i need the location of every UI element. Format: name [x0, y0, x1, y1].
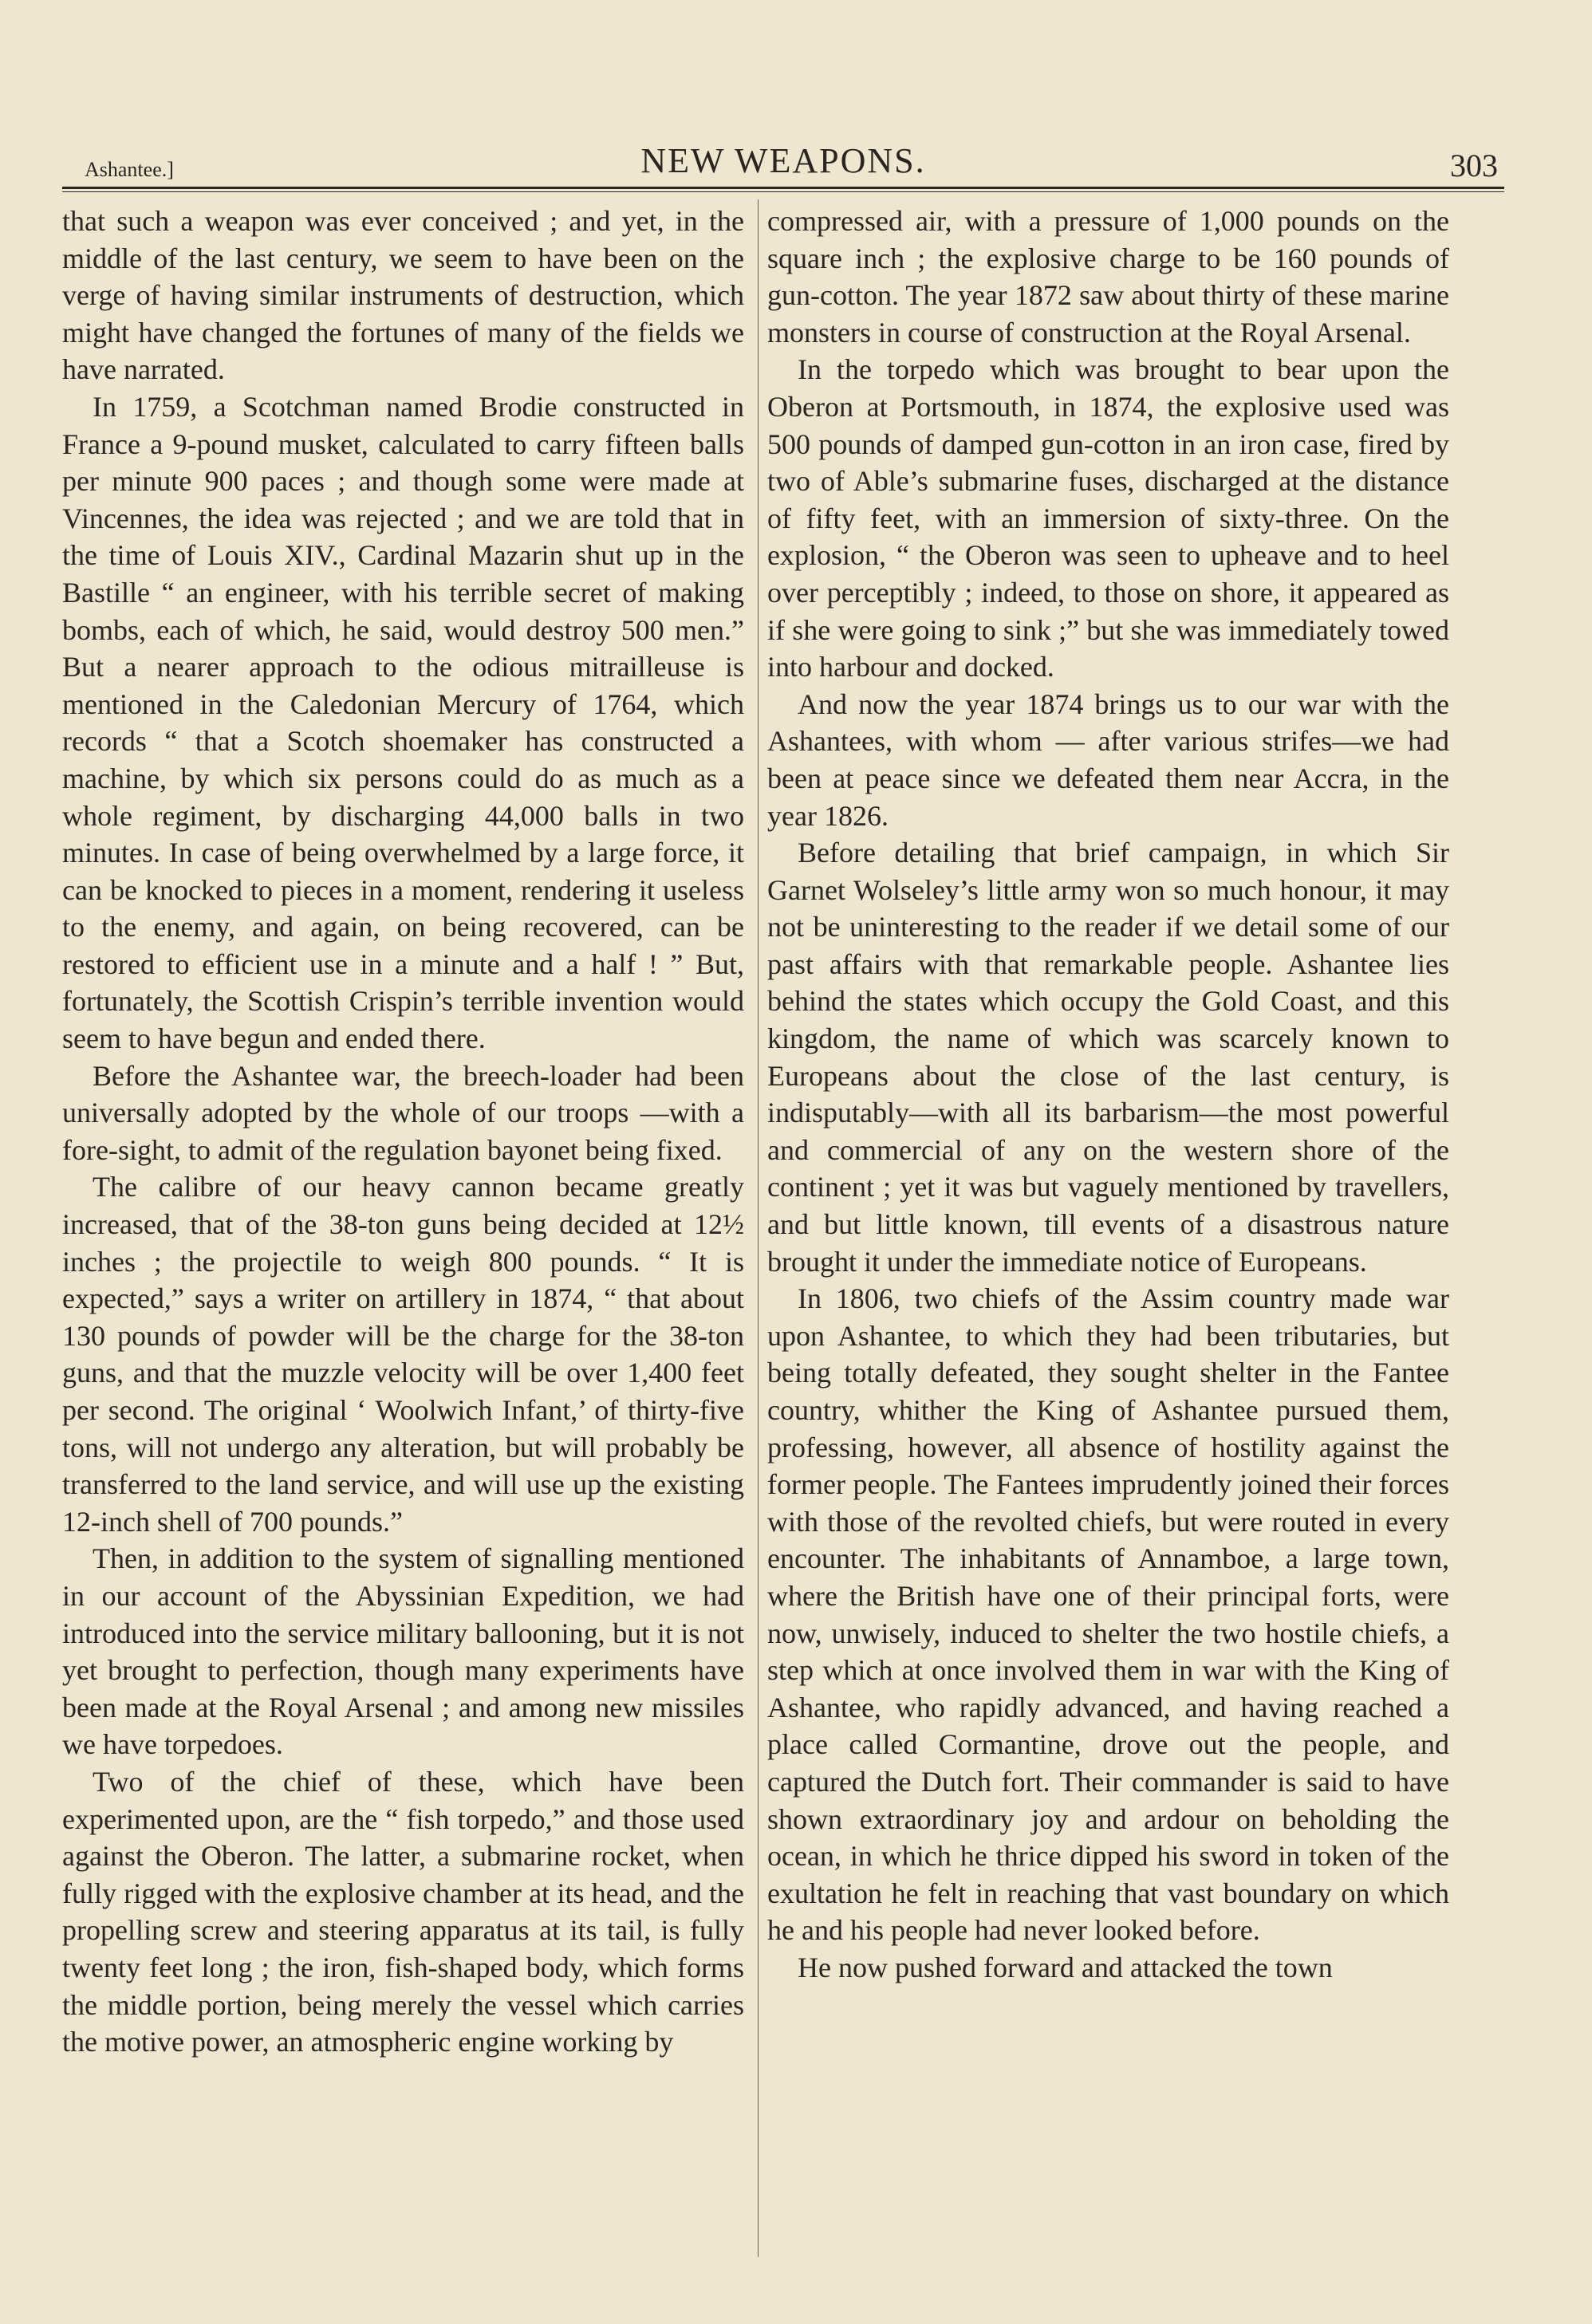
paragraph: And now the year 1874 brings us to our war with the Ashantees, with whom — after various strifes—we had been at peace since we defeated them near Accra, in the year 1826. [767, 687, 1449, 832]
column-divider [758, 199, 759, 2257]
right-column [767, 203, 1449, 2276]
paragraph: The calibre of our heavy cannon became greatly increased, that of the 38-ton guns being decided at 12½ inches ; the projectile to weigh 800 pounds. “ It is expected,” says a writer on artillery in 1874, “ that about 130 pounds of powder will be the charge for the 38-ton guns, and that the muzzle velocity will be over 1,400 feet per second. The original ‘ Woolwich Infant,’ of thirty-five tons, will not undergo any alteration, but will probably be transferred to the land service, and will use up the existing 12-inch shell of 700 pounds.” [62, 1171, 744, 1538]
paragraph: In the torpedo which was brought to bear upon the Oberon at Portsmouth, in 1874, the explosive used was 500 pounds of damped gun-cotton in an iron case, fired by two of Able’s submarine fuses, discharged at the distance of fifty feet, with an immersion of sixty-three. On the explosion, “ the Oberon was seen to upheave and to heel over perceptibly ; indeed, to those on shore, it appeared as if she were going to sink ;” but she was immediately towed into harbour and docked. [767, 353, 1449, 683]
paragraph: Then, in addition to the system of signalling mentioned in our account of the Abyssinian Expedition, we had introduced into the service military ballooning, but it is not yet brought to perfection, though many experiments have been made at the Royal Arsenal ; and among new missiles we have torpedoes. [62, 1542, 744, 1761]
page-number: 303 [1450, 148, 1498, 183]
paragraph: He now pushed forward and attacked the town [798, 1951, 1333, 1983]
paragraph: Before the Ashantee war, the breech-loader had been universally adopted by the whole of our troops —with a fore-sight, to admit of the regulation bayonet being fixed. [62, 1059, 744, 1166]
paragraph: In 1759, a Scotchman named Brodie constructed in France a 9-pound musket, calculated to carry fifteen balls per minute 900 paces ; and though some were made at Vincennes, the idea was rejected ; and we are told that in the time of Louis XIV., Cardinal Mazarin shut up in the Bastille “ an engineer, with his terrible secret of making bombs, each of which, he said, would destroy 500 men.” But a nearer approach to the odious mitrailleuse is mentioned in the Caledonian Mercury of 1764, which records “ that a Scotch shoemaker has constructed a machine, by which six persons could do as much as a whole regiment, by discharging 44,000 balls in two minutes. In case of being overwhelmed by a large force, it can be knocked to pieces in a moment, rendering it useless to the enemy, and again, on being recovered, can be restored to efficient use in a minute and a half ! ” But, fortunately, the Scottish Crispin’s terrible invention would seem to have begun and ended there. [62, 390, 744, 1055]
left-column [62, 203, 744, 2276]
paragraph: Two of the chief of these, which have been experimented upon, are the “ fish torpedo,” and those used against the Oberon. The latter, a submarine rocket, when fully rigged with the explosive chamber at its head, and the propelling screw and steering apparatus at its tail, is fully twenty feet long ; the iron, fish-shaped body, which forms the middle portion, being merely the vessel which carries the motive power, an atmospheric engine working by [62, 1765, 744, 2058]
header-rule [62, 187, 1504, 189]
paragraph: compressed air, with a pressure of 1,000 pounds on the square inch ; the explosive charge to be 160 pounds of gun-cotton. The year 1872 saw about thirty of these marine monsters in course of construction at the Royal Arsenal. [767, 205, 1449, 349]
paragraph: that such a weapon was ever conceived ; and yet, in the middle of the last century, we seem to have been on the verge of having similar instruments of destruction, which might have changed the fortunes of many of the fields we have narrated. [62, 205, 744, 386]
running-head-left: Ashantee.] [85, 158, 174, 181]
paragraph: Before detailing that brief campaign, in which Sir Garnet Wolseley’s little army won so much honour, it may not be uninteresting to the reader if we detail some of our past affairs with that remarkable people. Ashantee lies behind the states which occupy the Gold Coast, and this kingdom, the name of which was scarcely known to Europeans about the close of the last century, is indisputably—with all its barbarism—the most powerful and commercial of any on the western shore of the continent ; yet it was but vaguely mentioned by travellers, and but little known, till events of a disastrous nature brought it under the immediate notice of Europeans. [767, 837, 1449, 1278]
header-rule-thin [62, 191, 1504, 192]
paragraph: In 1806, two chiefs of the Assim country made war upon Ashantee, to which they had been tributaries, but being totally defeated, they sought shelter in the Fantee country, whither the King of Ashantee pursued them, professing, however, all absence of hostility against the former people. The Fantees imprudently joined their forces with those of the revolted chiefs, but were routed in every encounter. The inhabitants of Annamboe, a large town, where the British have one of their principal forts, were now, unwisely, induced to shelter the two hostile chiefs, a step which at once involved them in war with the King of Ashantee, who rapidly advanced, and having reached a place called Cormantine, drove out the people, and captured the Dutch fort. Their commander is said to have shown extraordinary joy and ardour on beholding the ocean, in which he thrice dipped his sword in token of the exultation he felt in reaching that vast boundary on which he and his people had never looked before. [767, 1282, 1449, 1947]
page-header [62, 136, 1504, 183]
running-title: NEW WEAPONS. [640, 141, 926, 180]
